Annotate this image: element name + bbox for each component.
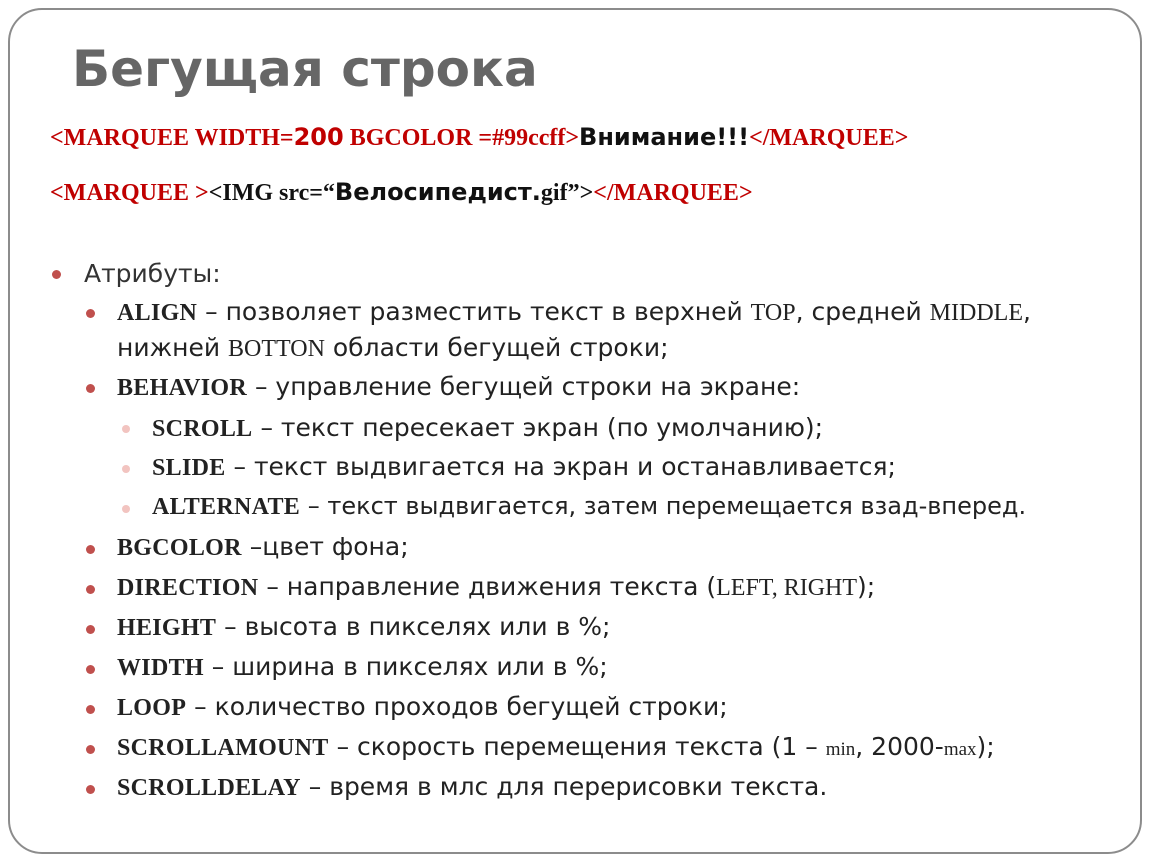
list-item bbox=[152, 452, 896, 482]
attribute-term: BEHAVIOR bbox=[117, 375, 247, 401]
bullet-icon bbox=[86, 785, 95, 794]
attribute-term: SLIDE bbox=[152, 455, 226, 481]
code-line-marquee-text bbox=[50, 123, 908, 152]
attribute-desc: , средней bbox=[795, 297, 930, 326]
list-item bbox=[152, 492, 1026, 521]
attribute-value: min bbox=[825, 739, 856, 760]
attribute-desc: – направление движения текста ( bbox=[258, 572, 717, 601]
list-item bbox=[117, 532, 409, 562]
bullet-icon bbox=[86, 625, 95, 634]
attribute-desc: , bbox=[1023, 297, 1031, 326]
bullet-icon bbox=[122, 425, 130, 433]
attribute-desc: – управление бегущей строки на экране: bbox=[247, 372, 801, 401]
attribute-value: TOP bbox=[750, 300, 796, 326]
attributes-heading: Атрибуты: bbox=[84, 259, 221, 288]
bullet-icon bbox=[86, 309, 95, 318]
page-title: Бегущая строка bbox=[72, 40, 538, 98]
attribute-desc: области бегущей строки; bbox=[324, 333, 669, 362]
attribute-desc: ); bbox=[976, 732, 995, 761]
list-item bbox=[117, 772, 827, 802]
bullet-icon bbox=[52, 270, 61, 279]
list-item-continuation bbox=[117, 333, 669, 363]
attribute-term: ALTERNATE bbox=[152, 494, 301, 520]
bullet-icon bbox=[86, 384, 95, 393]
attribute-value: MIDDLE bbox=[929, 300, 1023, 326]
code-fragment: 200 bbox=[293, 123, 344, 151]
attribute-desc: –цвет фона; bbox=[241, 532, 409, 561]
attribute-term: WIDTH bbox=[117, 655, 204, 681]
list-item bbox=[117, 612, 610, 642]
code-fragment: </MARQUEE> bbox=[593, 180, 753, 206]
list-item bbox=[117, 732, 995, 762]
bullet-icon bbox=[86, 705, 95, 714]
code-fragment: </MARQUEE> bbox=[749, 125, 909, 151]
code-line-marquee-image bbox=[50, 178, 753, 207]
attribute-value: LEFT, RIGHT bbox=[716, 575, 858, 601]
attribute-desc: – текст выдвигается на экран и останавливается; bbox=[225, 452, 896, 481]
attribute-term: HEIGHT bbox=[117, 615, 217, 641]
bullet-icon bbox=[86, 745, 95, 754]
list-item bbox=[117, 297, 1031, 327]
attribute-desc: – позволяет разместить текст в верхней bbox=[197, 297, 751, 326]
attribute-desc: – время в млс для перерисовки текста. bbox=[300, 772, 828, 801]
attribute-term: DIRECTION bbox=[117, 575, 259, 601]
attribute-term: LOOP bbox=[117, 695, 187, 721]
list-item bbox=[117, 572, 875, 602]
list-item bbox=[152, 413, 823, 443]
list-item bbox=[117, 692, 728, 722]
code-fragment: <MARQUEE WIDTH= bbox=[50, 125, 294, 151]
attribute-desc: ); bbox=[857, 572, 876, 601]
bullet-icon bbox=[86, 545, 95, 554]
attribute-desc: , 2000- bbox=[855, 732, 944, 761]
bullet-icon bbox=[86, 665, 95, 674]
attribute-desc: – текст пересекает экран (по умолчанию); bbox=[252, 413, 824, 442]
attribute-value: max bbox=[943, 739, 977, 760]
attribute-desc: – ширина в пикселях или в %; bbox=[203, 652, 608, 681]
attribute-term: SCROLLAMOUNT bbox=[117, 735, 329, 761]
bullet-icon bbox=[86, 585, 95, 594]
attribute-desc: – количество проходов бегущей строки; bbox=[186, 692, 728, 721]
attribute-term: SCROLL bbox=[152, 416, 253, 442]
attribute-desc: нижней bbox=[117, 333, 229, 362]
attribute-term: BGCOLOR bbox=[117, 535, 242, 561]
attribute-term: ALIGN bbox=[117, 300, 198, 326]
code-fragment: gif”> bbox=[540, 180, 594, 206]
attribute-term: SCROLLDELAY bbox=[117, 775, 301, 801]
attribute-desc: – скорость перемещения текста (1 – bbox=[328, 732, 826, 761]
bullet-icon bbox=[122, 465, 130, 473]
code-fragment: BGCOLOR =#99ccff> bbox=[343, 125, 580, 151]
code-fragment: Внимание!!! bbox=[579, 123, 750, 151]
code-fragment: <IMG src=“ bbox=[208, 180, 335, 206]
attribute-desc: – высота в пикселях или в %; bbox=[216, 612, 611, 641]
bullet-icon bbox=[122, 505, 130, 513]
list-item bbox=[84, 259, 221, 288]
code-fragment: Велосипедист. bbox=[334, 178, 541, 206]
list-item bbox=[117, 652, 608, 682]
attribute-value: BOTTON bbox=[228, 336, 325, 362]
code-fragment: <MARQUEE > bbox=[50, 180, 209, 206]
attribute-desc: – текст выдвигается, затем перемещается взад-вперед. bbox=[300, 492, 1027, 520]
list-item bbox=[117, 372, 800, 402]
